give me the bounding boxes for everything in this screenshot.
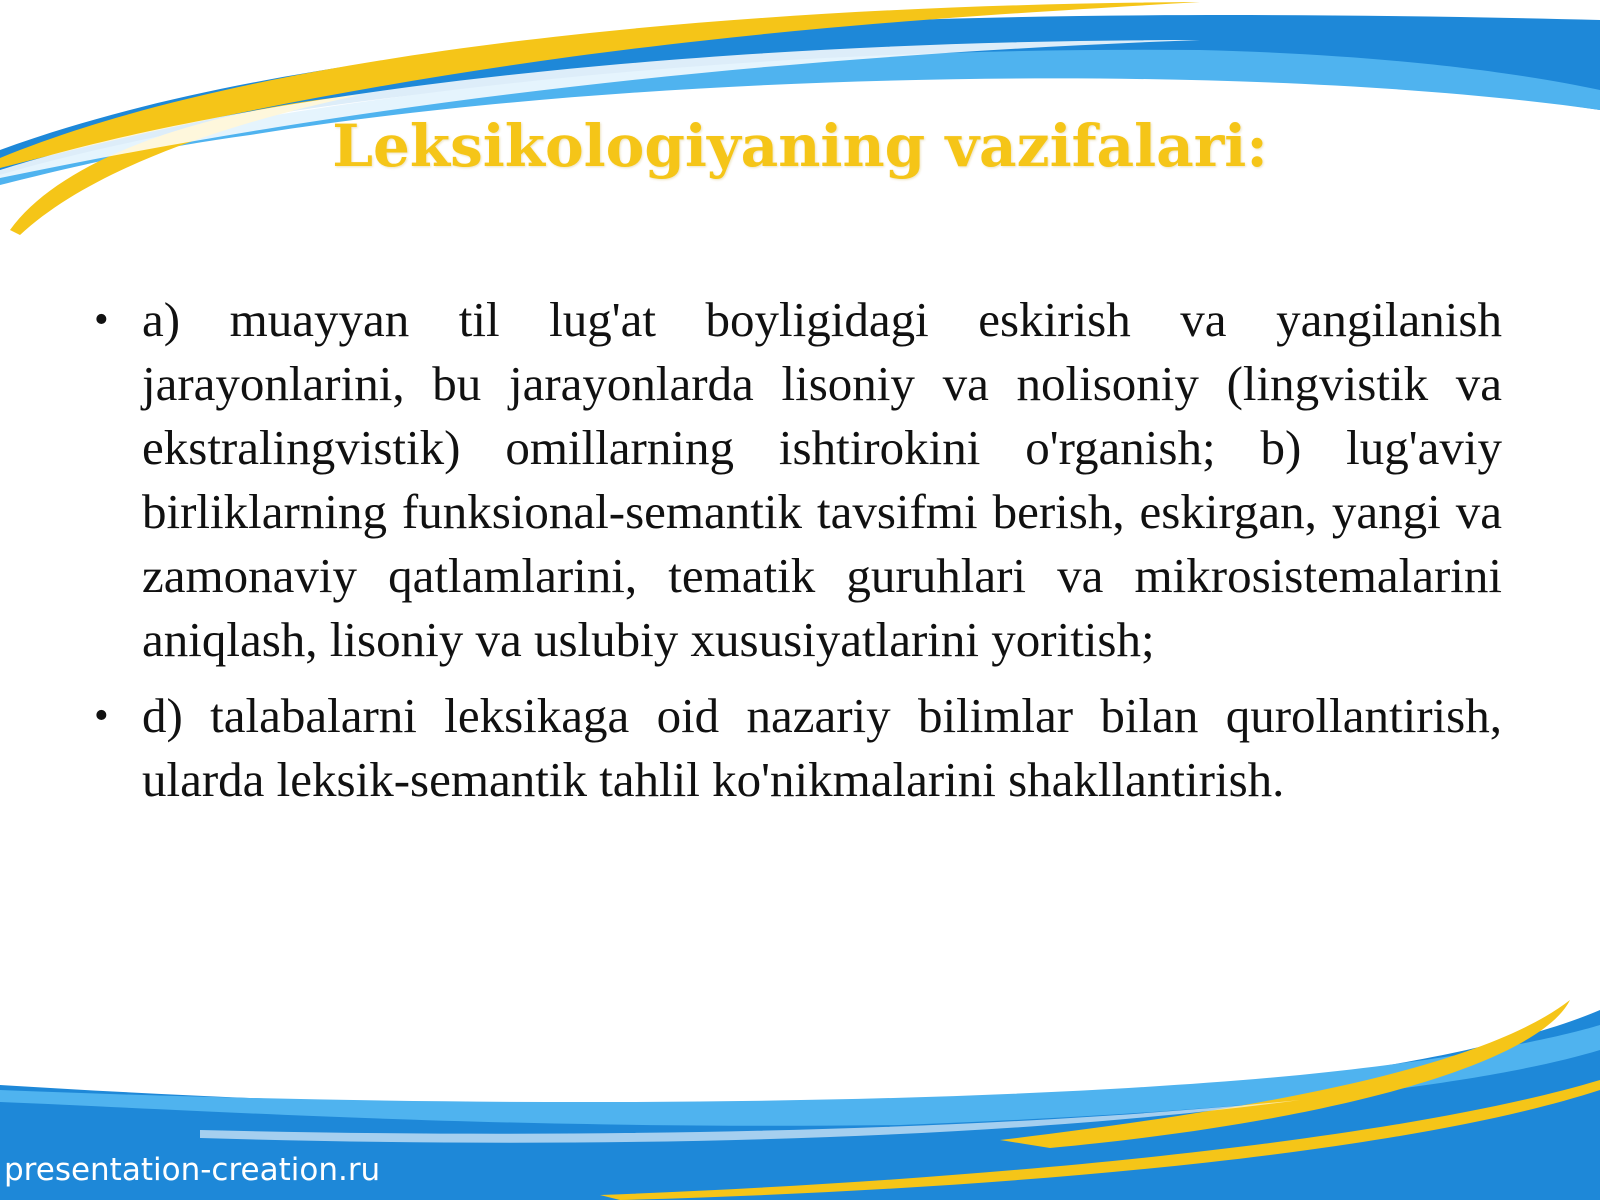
list-item [90, 288, 1502, 672]
bullet-list [90, 288, 1502, 824]
slide-title: Leksikologiyaning vazifalari: [332, 112, 1268, 180]
list-item [90, 684, 1502, 812]
bullet-icon: • [94, 693, 109, 739]
bullet-text-1: a) muayyan til lug'at boyligidagi eskirish va yangilanish jarayonlarini, bu jarayonlarda lisoniy va nolisoniy (lingvistik va ekstralingvistik) omillarning ishtirokini o'rganish; b) lug'aviy birliklarning funksional-semantik tavsifmi berish, eskirgan, yangi va zamonaviy qatlamlarini, tematik guruhlari va mikrosistemalarini aniqlash, lisoniy va uslubiy xususiyatlarini yoritish; [142, 292, 1502, 667]
bullet-text-2: d) talabalarni leksikaga oid nazariy bilimlar bilan qurollantirish, ularda leksik-semantik tahlil ko'nikmalarini shakllantirish. [142, 688, 1502, 807]
bullet-icon: • [94, 297, 109, 343]
footer-brand-text: presentation-creation.ru [4, 1152, 381, 1188]
